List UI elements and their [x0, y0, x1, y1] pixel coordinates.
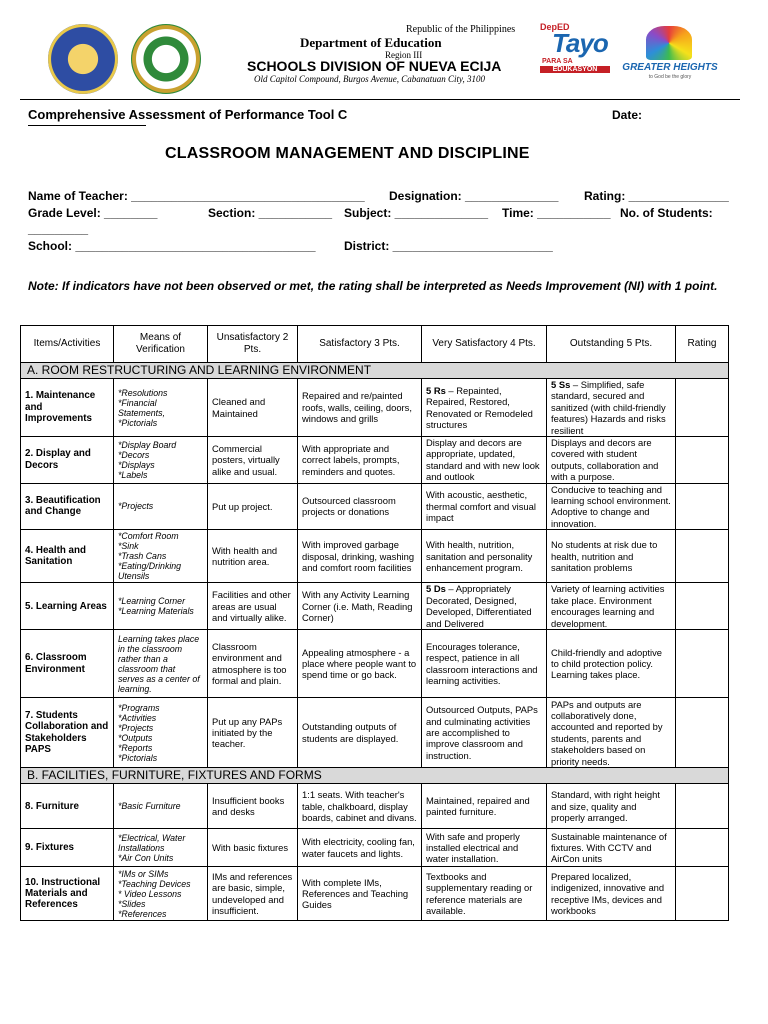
unsatisfactory-cell: Put up project.	[208, 483, 298, 530]
satisfactory-cell: With electricity, cooling fan, water faucets and lights.	[298, 829, 422, 867]
col-header-rating: Rating	[676, 326, 729, 363]
rating-field[interactable]: Rating: _______________	[584, 189, 729, 203]
very-satisfactory-cell-emphasis: 5 Ds	[426, 583, 446, 595]
very-satisfactory-cell-emphasis: 5 Rs	[426, 384, 446, 396]
tayo-logo-sub1: PARA SA	[542, 58, 573, 65]
rating-cell[interactable]	[676, 483, 729, 530]
rubric-table	[20, 325, 729, 921]
greater-heights-text: GREATER HEIGHTS	[622, 62, 718, 73]
rating-cell[interactable]	[676, 867, 729, 921]
section-b-header-label: B. FACILITIES, FURNITURE, FIXTURES AND FORMS	[21, 768, 729, 784]
col-header-very-satisfactory: Very Satisfactory 4 Pts.	[422, 326, 547, 363]
table-row	[21, 784, 729, 829]
section-b-header	[21, 768, 729, 784]
very-satisfactory-cell-text: Encourages tolerance, respect, patience in all classroom interactions and learning activities.	[426, 640, 538, 687]
very-satisfactory-cell	[422, 829, 547, 867]
very-satisfactory-cell	[422, 530, 547, 583]
mov-cell: *Projects	[114, 483, 208, 530]
unsatisfactory-cell: Insufficient books and desks	[208, 784, 298, 829]
outstanding-cell-text: Sustainable maintenance of fixtures. With CCTV and AirCon units	[551, 830, 667, 865]
students-field[interactable]: No. of Students:	[620, 206, 713, 220]
outstanding-cell	[547, 867, 676, 921]
section-a-header-label: A. ROOM RESTRUCTURING AND LEARNING ENVIRONMENT	[21, 363, 729, 379]
col-header-unsatisfactory: Unsatisfactory 2 Pts.	[208, 326, 298, 363]
subject-field[interactable]: Subject: ______________	[344, 206, 489, 220]
very-satisfactory-cell-text: – Repainted, Repaired, Restored, Renovated or Remodeled structures	[426, 384, 533, 430]
outstanding-cell	[547, 483, 676, 530]
satisfactory-cell: Outsourced classroom projects or donations	[298, 483, 422, 530]
table-row	[21, 530, 729, 583]
date-field[interactable]	[28, 125, 146, 126]
mov-cell: *Basic Furniture	[114, 784, 208, 829]
outstanding-cell-text: Prepared localized, indigenized, innovative and receptive IMs, devices and workbooks	[551, 870, 665, 917]
item-cell: 2. Display and Decors	[21, 437, 114, 484]
very-satisfactory-cell	[422, 483, 547, 530]
outstanding-cell	[547, 530, 676, 583]
outstanding-cell-text: Variety of learning activities take place. Environment encourages learning and development.	[551, 583, 665, 629]
mov-cell: *Display Board *Decors *Displays *Labels	[114, 437, 208, 484]
col-header-mov: Means of Verification	[114, 326, 208, 363]
satisfactory-cell: With complete IMs, References and Teaching Guides	[298, 867, 422, 921]
region-label: Region III	[385, 50, 423, 60]
outstanding-cell	[547, 698, 676, 768]
header-divider	[20, 99, 740, 100]
very-satisfactory-cell	[422, 867, 547, 921]
very-satisfactory-cell	[422, 698, 547, 768]
department-label: Department of Education	[300, 35, 442, 50]
item-cell: 7. Students Collaboration and Stakeholders PAPS	[21, 698, 114, 768]
item-cell: 9. Fixtures	[21, 829, 114, 867]
tayo-logo-sub2: EDUKASYON	[540, 66, 610, 73]
mov-cell: *Resolutions *Financial Statements, *Pictorials	[114, 379, 208, 437]
table-row	[21, 698, 729, 768]
outstanding-cell-text: Conducive to teaching and learning school environment. Adoptive to change and innovation.	[551, 483, 671, 529]
item-cell: 6. Classroom Environment	[21, 630, 114, 698]
item-cell: 1. Maintenance and Improvements	[21, 379, 114, 437]
very-satisfactory-cell	[422, 379, 547, 437]
table-row	[21, 437, 729, 484]
outstanding-cell-text: – Simplified, safe standard, secured and sanitized (with child-friendly features) Hazards and risks resilient	[551, 379, 666, 436]
col-header-items: Items/Activities	[21, 326, 114, 363]
mov-cell: *Programs *Activities *Projects *Outputs *Reports *Pictorials	[114, 698, 208, 768]
item-cell: 4. Health and Sanitation	[21, 530, 114, 583]
greater-heights-logo	[620, 26, 720, 82]
unsatisfactory-cell: With basic fixtures	[208, 829, 298, 867]
rating-cell[interactable]	[676, 784, 729, 829]
very-satisfactory-cell-text: With safe and properly installed electrical and water installation.	[426, 830, 520, 865]
unsatisfactory-cell: Put up any PAPs initiated by the teacher.	[208, 698, 298, 768]
table-row	[21, 867, 729, 921]
outstanding-cell	[547, 379, 676, 437]
item-cell: 5. Learning Areas	[21, 583, 114, 630]
outstanding-cell-text: PAPs and outputs are collaboratively done, accounted and reported by students, parents and stakeholders based on priority needs.	[551, 698, 663, 767]
section-field[interactable]: Section: ___________	[208, 206, 333, 220]
tool-title: Comprehensive Assessment of Performance Tool C	[28, 107, 348, 122]
very-satisfactory-cell-text: With acoustic, aesthetic, thermal comfort and visual impact	[426, 489, 536, 524]
republic-label: Republic of the Philippines	[406, 24, 516, 35]
unsatisfactory-cell: Commercial posters, virtually alike and usual.	[208, 437, 298, 484]
tayo-logo-text: Tayo	[552, 28, 608, 58]
students-line[interactable]: _________	[28, 222, 89, 236]
division-seal-icon	[131, 24, 201, 94]
rating-cell[interactable]	[676, 583, 729, 630]
rainbow-burst-icon	[646, 26, 692, 60]
unsatisfactory-cell: IMs and references are basic, simple, undeveloped and insufficient.	[208, 867, 298, 921]
very-satisfactory-cell-text: Textbooks and supplementary reading or reference materials are available.	[426, 870, 533, 917]
section-a-header	[21, 363, 729, 379]
satisfactory-cell: Repaired and re/painted roofs, walls, ceiling, doors, windows and grills	[298, 379, 422, 437]
greater-heights-tagline: to God be the glory	[648, 74, 692, 80]
very-satisfactory-cell	[422, 784, 547, 829]
table-row	[21, 829, 729, 867]
outstanding-cell	[547, 437, 676, 484]
satisfactory-cell: With any Activity Learning Corner (i.e. Math, Reading Corner)	[298, 583, 422, 630]
item-cell: 8. Furniture	[21, 784, 114, 829]
very-satisfactory-cell-text: Maintained, repaired and painted furniture.	[426, 794, 530, 818]
very-satisfactory-cell-text: With health, nutrition, sanitation and personality enhancement program.	[426, 539, 533, 573]
outstanding-cell	[547, 784, 676, 829]
mov-cell: Learning takes place in the classroom rather than a classroom that serves as a center of learning.	[114, 630, 208, 698]
mov-cell: *Learning Corner *Learning Materials	[114, 583, 208, 630]
address-label: Old Capitol Compound, Burgos Avenue, Cabanatuan City, 3100	[254, 74, 486, 84]
rating-cell[interactable]	[676, 630, 729, 698]
item-cell: 3. Beautification and Change	[21, 483, 114, 530]
designation-field[interactable]: Designation: ______________	[389, 189, 559, 203]
outstanding-cell-text: No students at risk due to health, nutrition and sanitation problems	[551, 539, 658, 573]
rating-cell[interactable]	[676, 379, 729, 437]
outstanding-cell-text: Child-friendly and adoptive to child protection policy. Learning takes place.	[551, 646, 663, 681]
rating-cell[interactable]	[676, 698, 729, 768]
satisfactory-cell: Outstanding outputs of students are displayed.	[298, 698, 422, 768]
very-satisfactory-cell-text: – Appropriately Decorated, Designed, Developed, Differentiated and Delivered	[426, 583, 532, 629]
rating-cell[interactable]	[676, 530, 729, 583]
very-satisfactory-cell	[422, 437, 547, 484]
col-header-outstanding: Outstanding 5 Pts.	[547, 326, 676, 363]
rating-cell[interactable]	[676, 437, 729, 484]
satisfactory-cell: 1:1 seats. With teacher's table, chalkboard, display boards, cabinet and divans.	[298, 784, 422, 829]
very-satisfactory-cell	[422, 583, 547, 630]
very-satisfactory-cell	[422, 630, 547, 698]
outstanding-cell	[547, 630, 676, 698]
note-text: Note: If indicators have not been observed or met, the rating shall be interpreted as Needs Improvement (NI) with 1 point.	[28, 279, 718, 293]
district-field[interactable]: District: ________________________	[344, 239, 553, 253]
rating-cell[interactable]	[676, 829, 729, 867]
item-cell: 10. Instructional Materials and References	[21, 867, 114, 921]
outstanding-cell-emphasis: 5 Ss	[551, 379, 571, 390]
table-row	[21, 483, 729, 530]
page-title: CLASSROOM MANAGEMENT AND DISCIPLINE	[165, 145, 530, 162]
outstanding-cell-text: Standard, with right height and size, quality and properly arranged.	[551, 789, 660, 823]
mov-cell: *Comfort Room *Sink *Trash Cans *Eating/Drinking Utensils	[114, 530, 208, 583]
deped-seal-icon	[48, 24, 118, 94]
table-row	[21, 379, 729, 437]
very-satisfactory-cell-text: Outsourced Outputs, PAPs and culminating activities are accomplished to improve classroom and instruction.	[426, 704, 538, 761]
table-row	[21, 630, 729, 698]
unsatisfactory-cell: With health and nutrition area.	[208, 530, 298, 583]
very-satisfactory-cell-text: Display and decors are appropriate, updated, standard and with new look and outlook	[426, 437, 540, 483]
unsatisfactory-cell: Classroom environment and atmosphere is too formal and plain.	[208, 630, 298, 698]
mov-cell: *IMs or SIMs *Teaching Devices * Video Lessons *Slides *References	[114, 867, 208, 921]
grade-level-field[interactable]: Grade Level: ________	[28, 206, 158, 220]
mov-cell: *Electrical, Water Installations *Air Con Units	[114, 829, 208, 867]
col-header-satisfactory: Satisfactory 3 Pts.	[298, 326, 422, 363]
outstanding-cell	[547, 583, 676, 630]
time-field[interactable]: Time: ___________	[502, 206, 611, 220]
satisfactory-cell: Appealing atmosphere - a place where people want to spend time or go back.	[298, 630, 422, 698]
satisfactory-cell: With appropriate and correct labels, prompts, reminders and quotes.	[298, 437, 422, 484]
unsatisfactory-cell: Cleaned and Maintained	[208, 379, 298, 437]
satisfactory-cell: With improved garbage disposal, drinking, washing and comfort room facilities	[298, 530, 422, 583]
unsatisfactory-cell: Facilities and other areas are usual and virtually alike.	[208, 583, 298, 630]
outstanding-cell	[547, 829, 676, 867]
division-label: SCHOOLS DIVISION OF NUEVA ECIJA	[247, 58, 502, 74]
outstanding-cell-text: Displays and decors are covered with student outputs, collaboration and with a purpose.	[551, 437, 659, 483]
tayo-logo	[540, 22, 612, 72]
table-row	[21, 583, 729, 630]
deped-logo-text: DepED	[540, 22, 570, 32]
school-field[interactable]: School: ____________________________________	[28, 239, 316, 253]
teacher-field[interactable]: Name of Teacher: ___________________________________	[28, 189, 365, 203]
date-label: Date:	[612, 108, 643, 122]
table-header-row	[21, 326, 729, 363]
